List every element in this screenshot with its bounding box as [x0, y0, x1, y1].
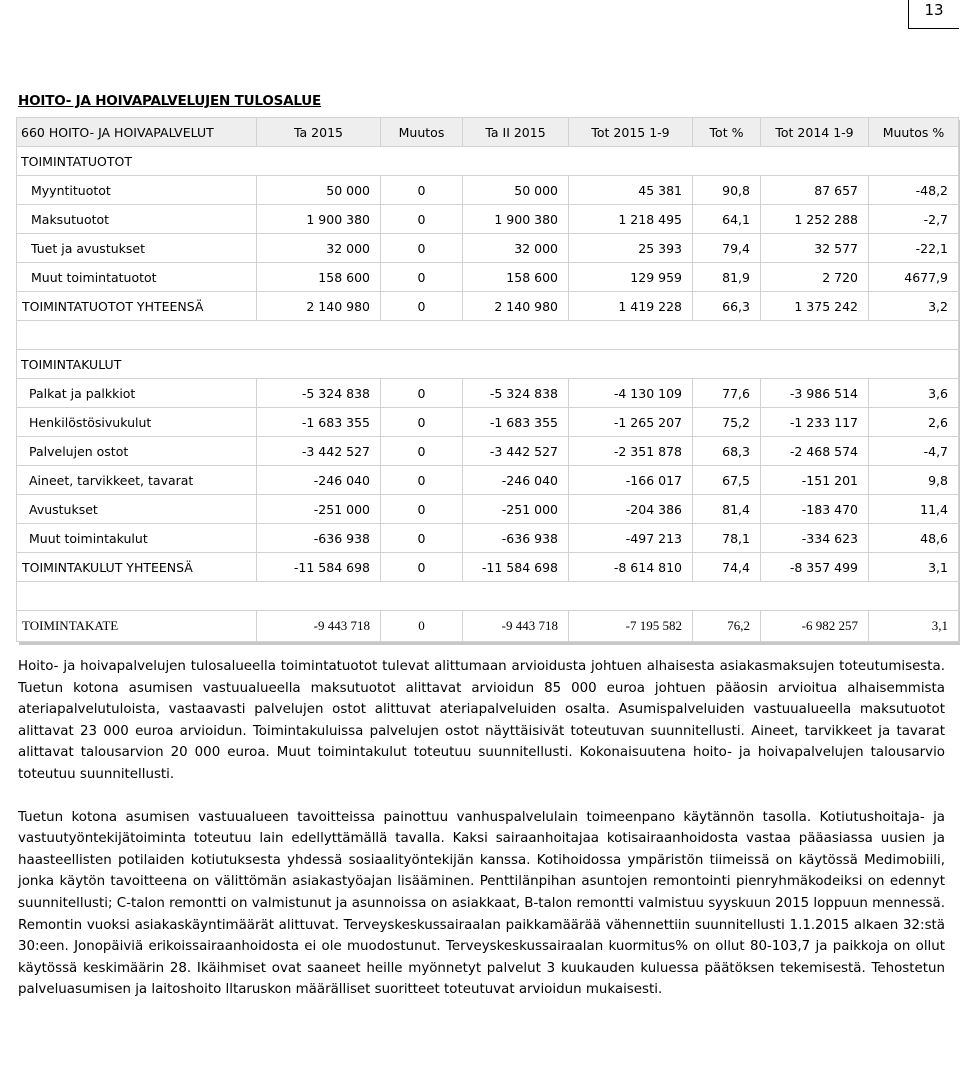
- table-cell: -204 386: [569, 495, 693, 524]
- row-label: Aineet, tarvikkeet, tavarat: [17, 466, 257, 495]
- column-header: Tot 2014 1-9: [761, 118, 869, 147]
- table-row: [17, 263, 959, 292]
- table-cell: -636 938: [463, 524, 569, 553]
- column-header: Tot %: [693, 118, 761, 147]
- paragraph: Tuetun kotona asumisen vastuualueen tavoitteissa painottuu vanhuspalvelulain toimeenpano käytännön tasolla. Kotiutushoitaja- ja vastuutyöntekijätoiminta toteutuu lain edellyttämällä tavalla. Kaksi sairaanhoitajaa kotisairaanhoidosta vastaa pääasiassa uusien ja haasteellisten potilaiden kotiutuksesta yhdessä sosiaalityöntekijän kanssa. Kotihoidossa ympäristön tiimeissä on käytössä Medimobiili, jonka käytön tavoitteena on välittömän asiakastyöajan lisääminen. Penttilänpihan asuntojen remontointi pienryhmäkodeiksi on edennyt suunnitellusti; C-talon remontti on valmistunut ja asunnoissa on asiakkaat, B-talon remontti valmistuu syyskuun 2015 loppuun mennessä. Remontin vuoksi asiakaskäyntimäärät alittuvat. Terveyskeskussairaalan paikkamäärää vähennettiin suunnitellusti 1.1.2015 alkaen 32:stä 30:een. Jonopäiviä erikoissairaanhoidosta ei ole muodostunut. Terveyskeskussairaalan kuormitus% on ollut 80-103,7 ja paikkoja on ollut käytössä keskimäärin 28. Ikäihmiset ovat saaneet heille myönnetyt palvelut 3 kuukauden kuluessa päätöksen tekemisestä. Tehostetun palveluasumisen ja laitoshoito lltaruskon määrälliset suoritteet toteutuvat arvioidun mukaisesti.: [18, 809, 945, 998]
- table-row: [17, 234, 959, 263]
- section-row-income: [17, 147, 959, 176]
- table-cell: -3 442 527: [463, 437, 569, 466]
- table-row: [17, 408, 959, 437]
- spacer-cell: [17, 582, 959, 611]
- table-cell: -1 233 117: [761, 408, 869, 437]
- table-cell: -5 324 838: [257, 379, 381, 408]
- table-cell: 3,1: [869, 611, 959, 642]
- row-label: Muut toimintatuotot: [17, 263, 257, 292]
- table-cell: 11,4: [869, 495, 959, 524]
- table-cell: -2 468 574: [761, 437, 869, 466]
- column-header: Ta 2015: [257, 118, 381, 147]
- table-cell: 81,4: [693, 495, 761, 524]
- table-cell: -3 442 527: [257, 437, 381, 466]
- table-cell: -251 000: [257, 495, 381, 524]
- table-cell: 0: [381, 408, 463, 437]
- table-cell: 1 252 288: [761, 205, 869, 234]
- table-cell: -7 195 582: [569, 611, 693, 642]
- table-cell: 0: [381, 495, 463, 524]
- table-cell: 79,4: [693, 234, 761, 263]
- income-total-row: [17, 292, 959, 321]
- table-cell: 2,6: [869, 408, 959, 437]
- section-label: TOIMINTATUOTOT: [17, 147, 959, 176]
- table-cell: -251 000: [463, 495, 569, 524]
- row-label: Myyntituotot: [17, 176, 257, 205]
- table-cell: 74,4: [693, 553, 761, 582]
- table-cell: 68,3: [693, 437, 761, 466]
- table-cell: -8 614 810: [569, 553, 693, 582]
- table-cell: 81,9: [693, 263, 761, 292]
- table-cell: 78,1: [693, 524, 761, 553]
- row-label: Tuet ja avustukset: [17, 234, 257, 263]
- table-cell: 87 657: [761, 176, 869, 205]
- table-header-row: [17, 118, 959, 147]
- table-row: [17, 379, 959, 408]
- row-label: TOIMINTAKULUT YHTEENSÄ: [17, 553, 257, 582]
- body-text: [18, 656, 945, 1001]
- row-label: TOIMINTATUOTOT YHTEENSÄ: [17, 292, 257, 321]
- table-cell: 50 000: [463, 176, 569, 205]
- table-cell: 0: [381, 176, 463, 205]
- table-cell: -497 213: [569, 524, 693, 553]
- table-cell: -1 683 355: [463, 408, 569, 437]
- table-cell: 1 218 495: [569, 205, 693, 234]
- table-cell: -1 683 355: [257, 408, 381, 437]
- row-label: Maksutuotot: [17, 205, 257, 234]
- table-cell: -636 938: [257, 524, 381, 553]
- table-cell: 158 600: [257, 263, 381, 292]
- table-cell: 75,2: [693, 408, 761, 437]
- row-label: Palvelujen ostot: [17, 437, 257, 466]
- table-cell: 1 375 242: [761, 292, 869, 321]
- table-cell: 4677,9: [869, 263, 959, 292]
- table-cell: 77,6: [693, 379, 761, 408]
- results-table: [16, 117, 959, 642]
- table-cell: 0: [381, 292, 463, 321]
- income-rows: [17, 176, 959, 292]
- table-cell: 158 600: [463, 263, 569, 292]
- table-cell: -2,7: [869, 205, 959, 234]
- table-row: [17, 524, 959, 553]
- spacer-cell: [17, 321, 959, 350]
- column-header: 660 HOITO- JA HOIVAPALVELUT: [17, 118, 257, 147]
- table-cell: 0: [381, 553, 463, 582]
- table-cell: 0: [381, 611, 463, 642]
- table-row: [17, 437, 959, 466]
- table-cell: 32 577: [761, 234, 869, 263]
- table-cell: -151 201: [761, 466, 869, 495]
- table-cell: -183 470: [761, 495, 869, 524]
- table-row: [17, 495, 959, 524]
- table-cell: 76,2: [693, 611, 761, 642]
- table-cell: 0: [381, 234, 463, 263]
- table-cell: 3,6: [869, 379, 959, 408]
- table-cell: 9,8: [869, 466, 959, 495]
- table-cell: 0: [381, 205, 463, 234]
- table-cell: -9 443 718: [257, 611, 381, 642]
- table-cell: 1 900 380: [463, 205, 569, 234]
- table-cell: -6 982 257: [761, 611, 869, 642]
- page-number: 13: [908, 0, 959, 29]
- table-cell: 45 381: [569, 176, 693, 205]
- margin-row: [17, 611, 959, 642]
- table-cell: 66,3: [693, 292, 761, 321]
- cost-rows: [17, 379, 959, 553]
- table-cell: 32 000: [463, 234, 569, 263]
- table-cell: -334 623: [761, 524, 869, 553]
- table-cell: 2 140 980: [463, 292, 569, 321]
- section-label: TOIMINTAKULUT: [17, 350, 959, 379]
- row-label: Avustukset: [17, 495, 257, 524]
- table-cell: -166 017: [569, 466, 693, 495]
- table-row: [17, 466, 959, 495]
- section-row-costs: [17, 350, 959, 379]
- table-cell: 90,8: [693, 176, 761, 205]
- row-label: Henkilöstösivukulut: [17, 408, 257, 437]
- table-cell: 50 000: [257, 176, 381, 205]
- spacer-row: [17, 582, 959, 611]
- table-cell: -11 584 698: [463, 553, 569, 582]
- table-cell: -11 584 698: [257, 553, 381, 582]
- table-cell: -5 324 838: [463, 379, 569, 408]
- cost-total-row: [17, 553, 959, 582]
- column-header: Tot 2015 1-9: [569, 118, 693, 147]
- results-table-wrapper: [16, 117, 958, 642]
- table-row: [17, 176, 959, 205]
- page-title: HOITO- JA HOIVAPALVELUJEN TULOSALUE: [18, 93, 322, 109]
- table-cell: 2 720: [761, 263, 869, 292]
- table-cell: -4 130 109: [569, 379, 693, 408]
- table-cell: 0: [381, 437, 463, 466]
- table-cell: 1 900 380: [257, 205, 381, 234]
- table-row: [17, 205, 959, 234]
- column-header: Muutos: [381, 118, 463, 147]
- table-cell: 1 419 228: [569, 292, 693, 321]
- table-cell: -246 040: [463, 466, 569, 495]
- table-cell: -3 986 514: [761, 379, 869, 408]
- table-cell: 3,1: [869, 553, 959, 582]
- table-cell: 129 959: [569, 263, 693, 292]
- table-cell: -48,2: [869, 176, 959, 205]
- table-cell: -22,1: [869, 234, 959, 263]
- table-cell: -9 443 718: [463, 611, 569, 642]
- paragraph: Hoito- ja hoivapalvelujen tulosalueella toimintatuotot tulevat alittumaan arvioidusta johtuen alhaisesta asiakasmaksujen toteutumisesta. Tuetun kotona asumisen vastuualueella maksutuotot alittavat arvioidun 85 000 euroa johtuen pääosin arvioitua alhaisemmista ateriapalvelutuloista, vastaavasti palvelujen ostot alittuvat ateriapalveluiden osalta. Asumispalveluiden vastuualueella maksutuotot alittavat 23 000 euroa arvioidun. Toimintakuluissa palvelujen ostot näyttäisivät toteutuvan suunnitellusti. Aineet, tarvikkeet ja tavarat alittavat talousarvion 20 000 euroa. Muut toimintakulut toteutuu suunnitellusti. Kokonaisuutena hoito- ja hoivapalvelujen talousarvio toteutuu suunnitellusti.: [18, 659, 945, 782]
- column-header: Muutos %: [869, 118, 959, 147]
- table-cell: 0: [381, 524, 463, 553]
- row-label: Palkat ja palkkiot: [17, 379, 257, 408]
- table-cell: 0: [381, 466, 463, 495]
- table-cell: -1 265 207: [569, 408, 693, 437]
- row-label: TOIMINTAKATE: [17, 611, 257, 642]
- table-cell: 3,2: [869, 292, 959, 321]
- table-cell: 25 393: [569, 234, 693, 263]
- table-cell: 0: [381, 263, 463, 292]
- table-cell: 2 140 980: [257, 292, 381, 321]
- spacer-row: [17, 321, 959, 350]
- table-cell: 67,5: [693, 466, 761, 495]
- table-cell: -8 357 499: [761, 553, 869, 582]
- column-header: Ta II 2015: [463, 118, 569, 147]
- table-cell: -2 351 878: [569, 437, 693, 466]
- row-label: Muut toimintakulut: [17, 524, 257, 553]
- table-cell: -246 040: [257, 466, 381, 495]
- table-cell: 32 000: [257, 234, 381, 263]
- table-cell: 64,1: [693, 205, 761, 234]
- table-cell: -4,7: [869, 437, 959, 466]
- table-cell: 0: [381, 379, 463, 408]
- table-cell: 48,6: [869, 524, 959, 553]
